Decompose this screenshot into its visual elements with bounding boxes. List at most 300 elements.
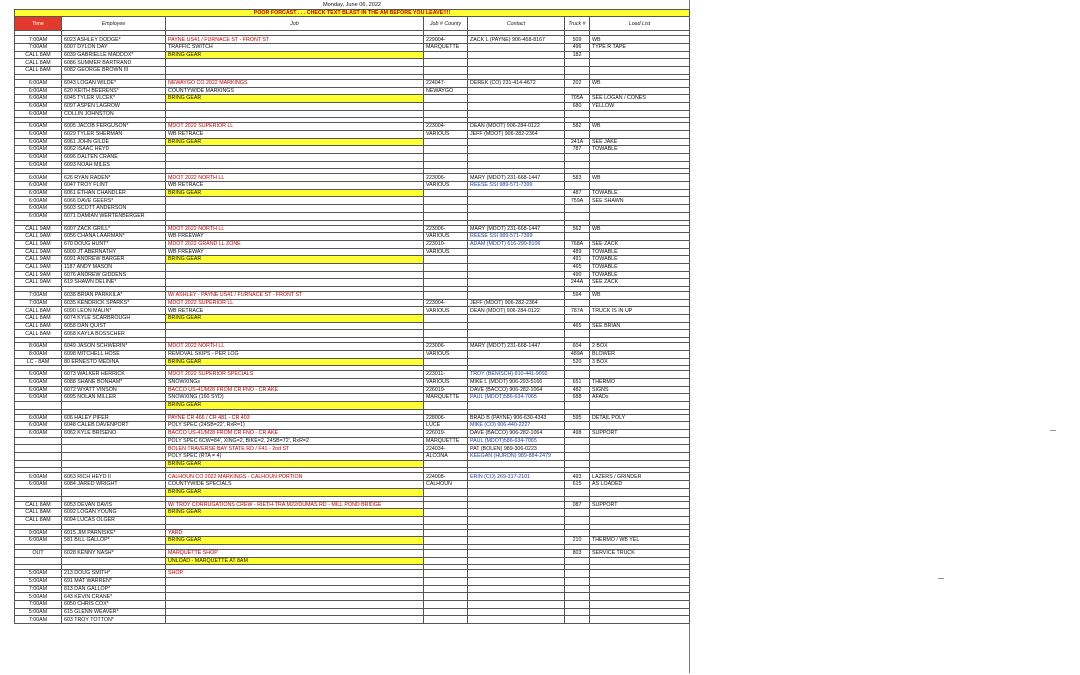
- time-cell: 7:00AM: [15, 292, 62, 300]
- load-list-cell: WB: [590, 225, 690, 233]
- job-cell: [166, 154, 424, 162]
- schedule-table: [14, 2, 690, 624]
- contact-cell: [468, 358, 565, 366]
- time-cell: 6:00AM: [15, 182, 62, 190]
- contact-cell: MARY (MDOT) 231-668-1447: [468, 343, 565, 351]
- employee-cell: 1187 ANDY MASON: [62, 263, 166, 271]
- job-number-cell: [424, 585, 468, 593]
- contact-cell: [468, 537, 565, 545]
- employee-cell: 6056 CHANA LAARMAN*: [62, 233, 166, 241]
- employee-cell: 620 KEITH BEERENS*: [62, 87, 166, 95]
- contact-cell: [468, 593, 565, 601]
- time-cell: [15, 557, 62, 565]
- job-number-cell: ALCONA: [424, 453, 468, 461]
- job-cell: NEWAYGO CO 2022 MARKINGS: [166, 79, 424, 87]
- notice-row: [15, 9, 690, 17]
- table-row: [15, 79, 690, 87]
- header-time: Time: [15, 17, 62, 31]
- time-cell: OUT: [15, 549, 62, 557]
- table-row: [15, 437, 690, 445]
- job-number-cell: [424, 616, 468, 624]
- job-number-cell: [424, 59, 468, 67]
- time-cell: 6:00AM: [15, 537, 62, 545]
- table-row: [15, 593, 690, 601]
- time-cell: CALL 9AM: [15, 240, 62, 248]
- table-row: [15, 138, 690, 146]
- job-number-cell: [424, 529, 468, 537]
- contact-cell: [468, 102, 565, 110]
- job-number-cell: [424, 593, 468, 601]
- contact-cell: [468, 322, 565, 330]
- contact-cell: ERIN (CO) 269-317-2101: [468, 473, 565, 481]
- table-row: [15, 453, 690, 461]
- load-list-cell: [590, 593, 690, 601]
- time-cell: 6:00AM: [15, 174, 62, 182]
- truck-cell: [565, 529, 590, 537]
- time-cell: 7:00AM: [15, 616, 62, 624]
- employee-cell: [62, 488, 166, 496]
- job-number-cell: [424, 330, 468, 338]
- contact-cell: DEREK (CO) 231-414-4672: [468, 79, 565, 87]
- time-cell: LC - 8AM: [15, 358, 62, 366]
- truck-cell: [565, 233, 590, 241]
- truck-cell: [565, 330, 590, 338]
- employee-cell: 6058 DAN QUIST: [62, 322, 166, 330]
- time-cell: [15, 437, 62, 445]
- job-cell: MDOT 2022 NORTH LL: [166, 343, 424, 351]
- load-list-cell: TOWABLE: [590, 248, 690, 256]
- employee-cell: 6092 LOGAN YOUNG: [62, 509, 166, 517]
- truck-cell: 087: [565, 501, 590, 509]
- contact-cell: REESE SSI 989-571-7399: [468, 233, 565, 241]
- job-cell: [166, 67, 424, 75]
- table-row: [15, 59, 690, 67]
- time-cell: 6:00AM: [15, 79, 62, 87]
- table-row: [15, 445, 690, 453]
- employee-cell: 6073 WALKER HERRICK: [62, 371, 166, 379]
- employee-cell: 615 GLENN WEAVER*: [62, 608, 166, 616]
- contact-cell: [468, 616, 565, 624]
- truck-cell: [565, 488, 590, 496]
- load-list-cell: SUPPORT: [590, 430, 690, 438]
- job-number-cell: [424, 197, 468, 205]
- employee-cell: 6029 TYLER SHERMAN: [62, 130, 166, 138]
- job-number-cell: VARIOUS: [424, 307, 468, 315]
- job-cell: COUNTYWIDE MARKINGS: [166, 87, 424, 95]
- job-cell: BRING GEAR: [166, 256, 424, 264]
- schedule-sheet: [14, 2, 689, 624]
- time-cell: 6:00AM: [15, 146, 62, 154]
- employee-cell: 606 HALEY PIFER: [62, 414, 166, 422]
- table-row: [15, 529, 690, 537]
- job-number-cell: NEWAYGO: [424, 87, 468, 95]
- job-cell: WB RETRACE: [166, 307, 424, 315]
- job-number-cell: VARIOUS: [424, 182, 468, 190]
- job-number-cell: [424, 279, 468, 287]
- job-cell: CALHOUN CO 2022 MARKINGS - CALHOUN PORTION: [166, 473, 424, 481]
- job-cell: PAYNE US41 / FURNACE ST - FRONT ST: [166, 36, 424, 44]
- load-list-cell: LAZERS / GRINDER: [590, 473, 690, 481]
- table-row: [15, 51, 690, 59]
- job-number-cell: [424, 488, 468, 496]
- table-row: [15, 315, 690, 323]
- stray-mark: [1050, 430, 1056, 431]
- job-cell: WB FREEWAY: [166, 233, 424, 241]
- employee-cell: 6072 WYATT VINSON: [62, 386, 166, 394]
- time-cell: 6:00AM: [15, 102, 62, 110]
- employee-cell: 581 BILL GALLOP*: [62, 537, 166, 545]
- time-cell: CALL 8AM: [15, 315, 62, 323]
- job-number-cell: 223004-: [424, 123, 468, 131]
- contact-cell: TROY (BENISCH) 810-441-9092: [468, 371, 565, 379]
- load-list-cell: [590, 529, 690, 537]
- load-list-cell: TOWABLE: [590, 271, 690, 279]
- job-number-cell: LUCE: [424, 422, 468, 430]
- job-number-cell: VARIOUS: [424, 248, 468, 256]
- table-row: [15, 123, 690, 131]
- time-cell: CALL 9AM: [15, 263, 62, 271]
- table-row: [15, 225, 690, 233]
- stray-mark: [938, 578, 944, 579]
- job-cell: [166, 205, 424, 213]
- load-list-cell: [590, 422, 690, 430]
- table-row: [15, 570, 690, 578]
- employee-cell: 6091 ANDREW BARGER: [62, 256, 166, 264]
- load-list-cell: [590, 233, 690, 241]
- load-list-cell: [590, 161, 690, 169]
- contact-cell: [468, 330, 565, 338]
- time-cell: [15, 445, 62, 453]
- table-row: [15, 473, 690, 481]
- truck-cell: 803: [565, 549, 590, 557]
- employee-cell: [62, 557, 166, 565]
- load-list-cell: SIGNS: [590, 386, 690, 394]
- load-list-cell: [590, 608, 690, 616]
- job-number-cell: 223006-: [424, 343, 468, 351]
- truck-cell: [565, 578, 590, 586]
- job-number-cell: 223011-: [424, 371, 468, 379]
- contact-cell: PAUL (MDOT)586-634-7065: [468, 394, 565, 402]
- load-list-cell: TYPE R TAPE: [590, 44, 690, 52]
- table-row: [15, 578, 690, 586]
- job-number-cell: MARQUETTE: [424, 44, 468, 52]
- table-row: [15, 263, 690, 271]
- truck-cell: [565, 453, 590, 461]
- truck-cell: 615: [565, 481, 590, 489]
- employee-cell: 6084 JARED WRIGHT: [62, 481, 166, 489]
- truck-cell: [565, 437, 590, 445]
- time-cell: 6:00AM: [15, 87, 62, 95]
- time-cell: 7:00AM: [15, 585, 62, 593]
- employee-cell: [62, 445, 166, 453]
- employee-cell: [62, 453, 166, 461]
- table-row: [15, 322, 690, 330]
- contact-cell: [468, 501, 565, 509]
- contact-cell: ZACK L (PAYNE) 906-458-8167: [468, 36, 565, 44]
- load-list-cell: DETAIL POLY: [590, 414, 690, 422]
- table-row: [15, 36, 690, 44]
- truck-cell: 241A: [565, 138, 590, 146]
- load-list-cell: YELLOW: [590, 102, 690, 110]
- job-cell: BRING GEAR: [166, 537, 424, 545]
- contact-cell: [468, 601, 565, 609]
- time-cell: 6:00AM: [15, 130, 62, 138]
- load-list-cell: SEE SHAWN: [590, 197, 690, 205]
- employee-cell: 6005 JACOB FERGUSON*: [62, 123, 166, 131]
- truck-cell: [565, 570, 590, 578]
- load-list-cell: [590, 130, 690, 138]
- table-row: [15, 292, 690, 300]
- time-cell: 6:00AM: [15, 481, 62, 489]
- table-row: [15, 307, 690, 315]
- table-row: [15, 174, 690, 182]
- job-cell: BRING GEAR: [166, 315, 424, 323]
- contact-cell: [468, 248, 565, 256]
- employee-cell: 6049 JASON SCHWERIN*: [62, 343, 166, 351]
- contact-cell: [468, 59, 565, 67]
- contact-cell: [468, 263, 565, 271]
- load-list-cell: 3 BOX: [590, 358, 690, 366]
- load-list-cell: SERVICE TRUCK: [590, 549, 690, 557]
- truck-cell: 182: [565, 51, 590, 59]
- contact-cell: DEAN (MDOT) 906-284-0122: [468, 307, 565, 315]
- truck-cell: [565, 422, 590, 430]
- time-cell: CALL 8AM: [15, 322, 62, 330]
- truck-cell: [565, 161, 590, 169]
- contact-cell: [468, 197, 565, 205]
- job-number-cell: [424, 161, 468, 169]
- table-row: [15, 549, 690, 557]
- table-row: [15, 371, 690, 379]
- contact-cell: MARY (MDOT) 231-668-1447: [468, 225, 565, 233]
- employee-cell: 6098 MITCHELL HOSE: [62, 350, 166, 358]
- job-cell: BOLEN TRAVERSE BAY STATE RD / F41 - 2nd ST: [166, 445, 424, 453]
- job-cell: COUNTYWIDE SPECIALS: [166, 481, 424, 489]
- contact-cell: [468, 161, 565, 169]
- employee-cell: 6097 ASPEN LAGROW: [62, 102, 166, 110]
- contact-cell: KEEGAN (HURON) 989-884-2479: [468, 453, 565, 461]
- employee-cell: 6088 SHANE BONHAM*: [62, 378, 166, 386]
- time-cell: CALL 8AM: [15, 330, 62, 338]
- time-cell: 5:00AM: [15, 608, 62, 616]
- load-list-cell: [590, 437, 690, 445]
- truck-cell: [565, 401, 590, 409]
- load-list-cell: [590, 601, 690, 609]
- load-list-cell: SEE ZACK: [590, 240, 690, 248]
- job-number-cell: CALHOUN: [424, 481, 468, 489]
- table-row: [15, 161, 690, 169]
- job-number-cell: [424, 537, 468, 545]
- employee-cell: 6061 ETHAN CHANDLER: [62, 189, 166, 197]
- time-cell: 9:00AM: [15, 529, 62, 537]
- table-row: [15, 414, 690, 422]
- truck-cell: 491: [565, 256, 590, 264]
- job-cell: [166, 585, 424, 593]
- contact-cell: DAVE (BACCO) 906-282-1064: [468, 430, 565, 438]
- time-cell: 6:00AM: [15, 189, 62, 197]
- table-row: [15, 189, 690, 197]
- truck-cell: [565, 601, 590, 609]
- truck-cell: [565, 616, 590, 624]
- job-cell: MDOT 2022 SUPERIOR LL: [166, 123, 424, 131]
- time-cell: CALL 8AM: [15, 307, 62, 315]
- time-cell: CALL 9AM: [15, 279, 62, 287]
- truck-cell: [565, 593, 590, 601]
- load-list-cell: [590, 182, 690, 190]
- load-list-cell: AFADs: [590, 394, 690, 402]
- table-row: [15, 386, 690, 394]
- time-cell: CALL 8AM: [15, 501, 62, 509]
- job-number-cell: [424, 509, 468, 517]
- contact-cell: [468, 87, 565, 95]
- load-list-cell: [590, 570, 690, 578]
- table-row: [15, 516, 690, 524]
- job-cell: POLY SPEC (RTA = 4): [166, 453, 424, 461]
- load-list-cell: THERMO: [590, 378, 690, 386]
- job-cell: [166, 59, 424, 67]
- load-list-cell: TOWABLE: [590, 146, 690, 154]
- contact-cell: JEFF (MDOT) 906-282-2364: [468, 130, 565, 138]
- load-list-cell: [590, 110, 690, 118]
- time-cell: [15, 401, 62, 409]
- employee-cell: 6009 JT ABERNATHY: [62, 248, 166, 256]
- header-truck: Truck #: [565, 17, 590, 31]
- time-cell: 8:00AM: [15, 350, 62, 358]
- load-list-cell: [590, 488, 690, 496]
- job-number-cell: [424, 570, 468, 578]
- truck-cell: [565, 585, 590, 593]
- employee-cell: 6096 DALTEN CRANE: [62, 154, 166, 162]
- truck-cell: [565, 371, 590, 379]
- load-list-cell: [590, 585, 690, 593]
- truck-cell: [565, 205, 590, 213]
- time-cell: 6:00AM: [15, 414, 62, 422]
- job-cell: [166, 330, 424, 338]
- truck-cell: 496: [565, 44, 590, 52]
- contact-cell: [468, 549, 565, 557]
- table-row: [15, 616, 690, 624]
- job-cell: POLY SPEC (24SB=22', RxR=1): [166, 422, 424, 430]
- load-list-cell: WB: [590, 174, 690, 182]
- table-row: [15, 537, 690, 545]
- employee-cell: 643 KEVIN CRANE*: [62, 593, 166, 601]
- employee-cell: 6095 NOLAN MILLER: [62, 394, 166, 402]
- date-row: [15, 2, 690, 9]
- table-row: [15, 557, 690, 565]
- table-row: [15, 601, 690, 609]
- contact-cell: ADAM (MDOT) 616-299-8106: [468, 240, 565, 248]
- load-list-cell: [590, 299, 690, 307]
- time-cell: 6:00AM: [15, 212, 62, 220]
- load-list-cell: [590, 445, 690, 453]
- truck-cell: 489A: [565, 350, 590, 358]
- table-row: [15, 299, 690, 307]
- job-number-cell: [424, 189, 468, 197]
- contact-cell: MIKE L (MDOT) 906-293-5166: [468, 378, 565, 386]
- job-cell: MDOT 2022 GRAND LL ZONE: [166, 240, 424, 248]
- header-row: [15, 17, 690, 31]
- truck-cell: [565, 154, 590, 162]
- employee-cell: 6035 KENDRICK SPARKS*: [62, 299, 166, 307]
- job-cell: BRING GEAR: [166, 138, 424, 146]
- table-row: [15, 271, 690, 279]
- load-list-cell: WB: [590, 123, 690, 131]
- job-number-cell: [424, 358, 468, 366]
- job-number-cell: [424, 51, 468, 59]
- employee-cell: 619 SHAWN DELINE*: [62, 279, 166, 287]
- job-cell: BRING GEAR: [166, 51, 424, 59]
- load-list-cell: [590, 154, 690, 162]
- table-row: [15, 608, 690, 616]
- employee-cell: 6007 DYLON DAY: [62, 44, 166, 52]
- job-number-cell: [424, 256, 468, 264]
- load-list-cell: [590, 509, 690, 517]
- truck-cell: 490: [565, 271, 590, 279]
- job-cell: POLY SPEC 6CW=84', XING=2, BIKE=2, 24SB=72', RxR=2: [166, 437, 424, 445]
- job-number-cell: [424, 95, 468, 103]
- truck-cell: [565, 516, 590, 524]
- notice-banner: POOR FORCAST . . . CHECK TEXT BLAST IN THE AM BEFORE YOU LEAVE!!!!: [15, 9, 690, 17]
- job-number-cell: 228006-: [424, 414, 468, 422]
- job-number-cell: VARIOUS: [424, 233, 468, 241]
- truck-cell: 787: [565, 146, 590, 154]
- employee-cell: [62, 437, 166, 445]
- contact-cell: [468, 146, 565, 154]
- truck-cell: [565, 608, 590, 616]
- time-cell: 6:00AM: [15, 430, 62, 438]
- header-jobnum: Job # County: [424, 17, 468, 31]
- employee-cell: 6061 JOHN GILDE: [62, 138, 166, 146]
- time-cell: CALL 9AM: [15, 225, 62, 233]
- job-cell: [166, 146, 424, 154]
- table-row: [15, 248, 690, 256]
- job-number-cell: [424, 212, 468, 220]
- job-number-cell: [424, 322, 468, 330]
- job-cell: BRING GEAR: [166, 95, 424, 103]
- truck-cell: 651: [565, 378, 590, 386]
- time-cell: CALL 9AM: [15, 271, 62, 279]
- truck-cell: 202: [565, 79, 590, 87]
- job-number-cell: [424, 154, 468, 162]
- contact-cell: [468, 110, 565, 118]
- employee-cell: 603 TROY TOTTON*: [62, 616, 166, 624]
- contact-cell: REESE SSI 989-571-7399: [468, 182, 565, 190]
- table-row: [15, 87, 690, 95]
- job-number-cell: [424, 67, 468, 75]
- load-list-cell: SEE LOGAN / CONES: [590, 95, 690, 103]
- time-cell: 7:00AM: [15, 36, 62, 44]
- job-number-cell: [424, 263, 468, 271]
- truck-cell: 680: [565, 102, 590, 110]
- load-list-cell: WB: [590, 36, 690, 44]
- employee-cell: 6076 ANDREW GIDDENS: [62, 271, 166, 279]
- time-cell: 6:00AM: [15, 110, 62, 118]
- contact-cell: [468, 51, 565, 59]
- job-cell: [166, 212, 424, 220]
- job-number-cell: [424, 578, 468, 586]
- table-row: [15, 146, 690, 154]
- header-load: Load List: [590, 17, 690, 31]
- time-cell: 6:00AM: [15, 138, 62, 146]
- time-cell: CALL 8AM: [15, 51, 62, 59]
- time-cell: 6:00AM: [15, 205, 62, 213]
- job-cell: [166, 322, 424, 330]
- time-cell: [15, 460, 62, 468]
- table-row: [15, 394, 690, 402]
- job-number-cell: [424, 292, 468, 300]
- contact-cell: [468, 315, 565, 323]
- time-cell: 5:00AM: [15, 593, 62, 601]
